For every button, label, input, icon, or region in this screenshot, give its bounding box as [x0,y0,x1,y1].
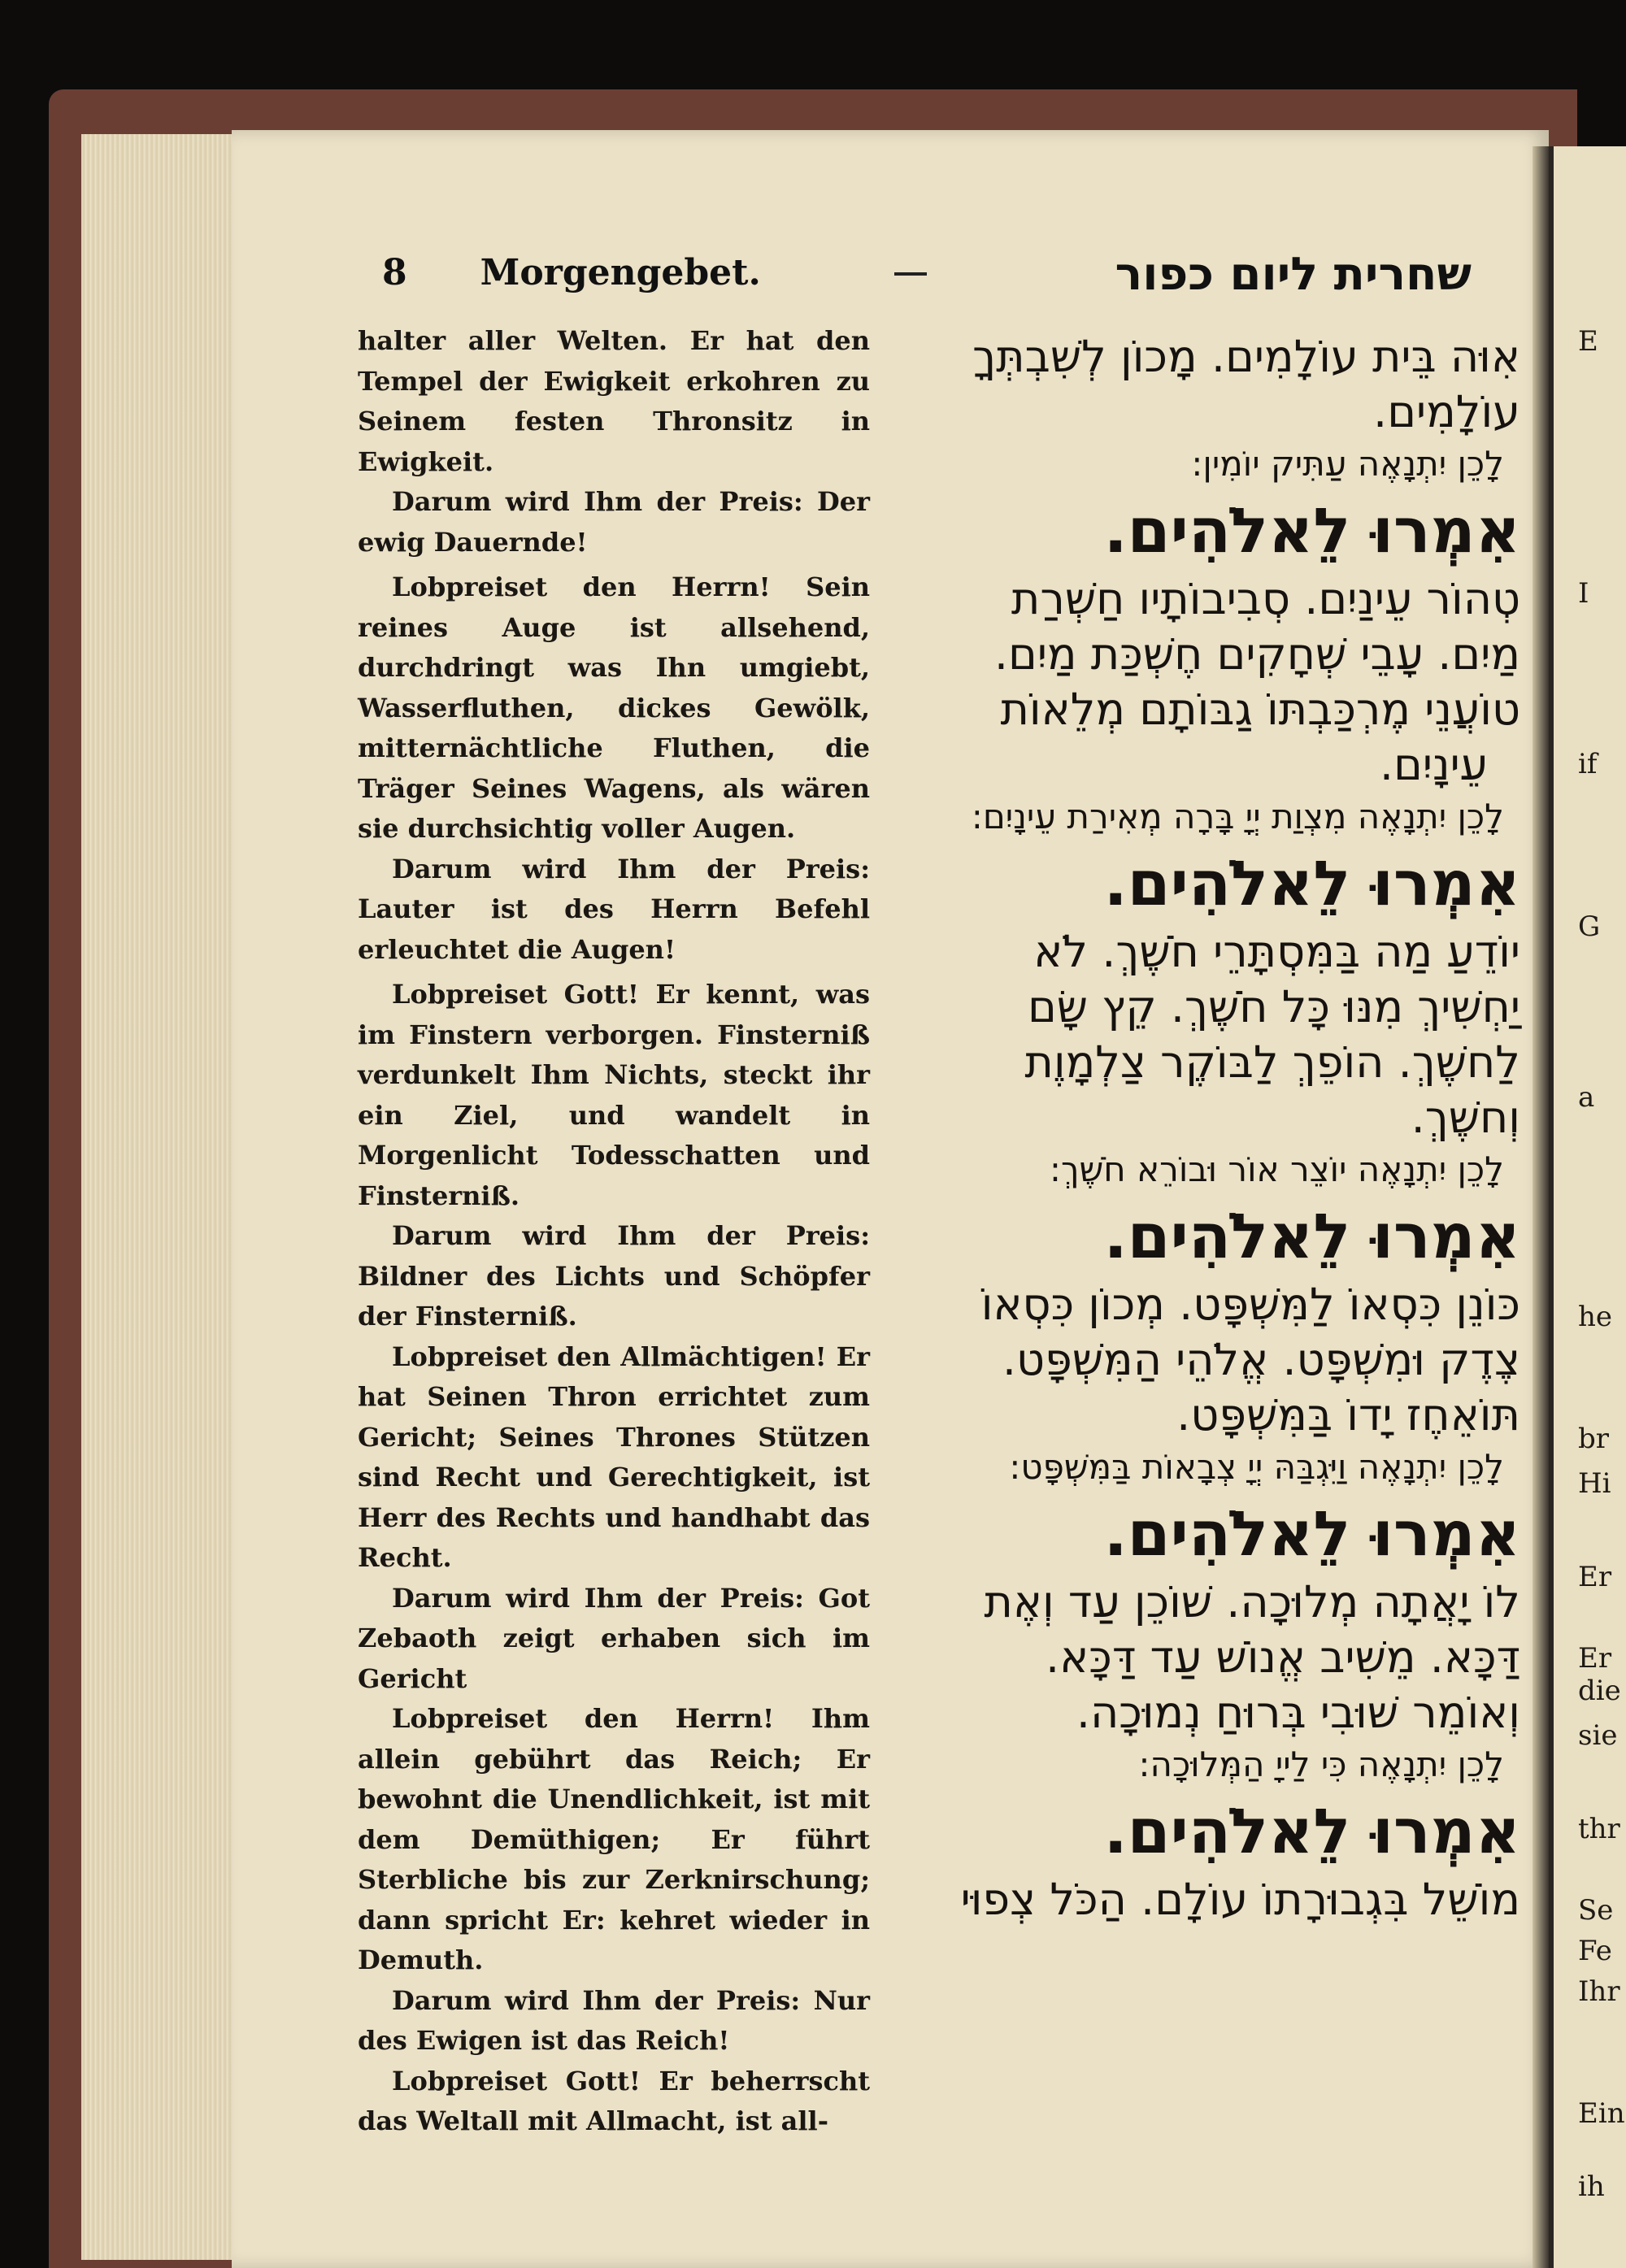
german-refrain: Darum wird Ihm der Preis: Der ewig Dauernde! [358,486,870,558]
page-number: 8 [382,251,407,293]
page-gutter [1533,146,1550,2268]
hebrew-heading: אִמְרוּ לֵאלֹהִים. [1103,494,1520,567]
hebrew-column [882,329,1520,2085]
german-column [358,321,870,2136]
margin-fragment: a [1578,1081,1595,1114]
hebrew-line: טְהוֹר עֵינַיִם. סְבִיבוֹתָיו חַשְׁרַת [1011,573,1520,624]
margin-fragment: Se [1578,1894,1614,1927]
german-refrain: Darum wird Ihm der Preis: Lauter ist des Herrn Befehl erleuchtet die Augen! [358,853,870,965]
german-refrain: Darum wird Ihm der Preis: Nur des Ewigen ist das Reich! [358,1984,870,2056]
german-refrain: Darum wird Ihm der Preis: Bildner des Lichts und Schöpfer der Finsterniß. [358,1220,870,1332]
german-title: Morgengebet. [480,251,761,293]
hebrew-refrain: לָכֵן יִתְנָאֶה מִצְוַת יְיָ בָּרָה מְאִירַת עֵינָיִם: [971,797,1504,836]
hebrew-line: כּוֹנֵן כִּסְאוֹ לַמִּשְׁפָּט. מְכוֹן כִּסְאוֹ [980,1279,1520,1330]
margin-fragment: Hi [1578,1467,1611,1500]
margin-fragment: Er [1578,1642,1612,1675]
facing-page-edge [1549,146,1626,2268]
hebrew-heading: אִמְרוּ לֵאלֹהִים. [1103,1497,1520,1570]
margin-fragment: sie [1578,1719,1618,1752]
header-dash [894,272,927,276]
margin-fragment: G [1578,910,1601,943]
hebrew-line: מוֹשֵׁל בִּגְבוּרָתוֹ עוֹלָם. הַכֹּל צְפוּי [960,1874,1520,1925]
margin-fragment: thr [1578,1813,1620,1845]
hebrew-line: יוֹדֵעַ מַה בַּמִּסְתָּרֵי חֹשֶׁךְ. לֹא [1033,926,1520,977]
margin-fragment: Ein [1578,2097,1625,2130]
hebrew-line: אִוּה בֵּית עוֹלָמִים. מָכוֹן לְשִׁבְתְּךָ [972,331,1520,382]
german-paragraph: Lobpreiset Gott! Er beherrscht das Weltall mit Allmacht, ist all- [358,2065,870,2136]
hebrew-refrain: לָכֵן יִתְנָאֶה וַיִּגְבַּהּ יְיָ צְבָאוֹת בַּמִּשְׁפָּט: [1009,1447,1504,1487]
hebrew-line: טוֹעֲנֵי מֶרְכַּבְתּוֹ גַבּוֹתָם מְלֵאוֹת [1000,684,1520,735]
hebrew-line: תּוֹאֵחֶז יָדוֹ בַּמִּשְׁפָּט. [1176,1389,1520,1440]
hebrew-line: וְאוֹמֵר שׁוּבִי בְּרוּחַ נְמוּכָה. [1076,1687,1520,1738]
hebrew-verse [882,571,1520,793]
hebrew-verse [882,924,1520,1145]
hebrew-line: עֵינָיִם. [1379,739,1488,790]
margin-fragment: if [1578,748,1598,780]
margin-fragment: Ihr [1578,1975,1620,2008]
hebrew-refrain: לָכֵן יִתְנָאֶה יוֹצֵר אוֹר וּבוֹרֵא חֹשֶׁךְ: [1049,1149,1504,1189]
german-paragraph: Lobpreiset den Herrn! Sein reines Auge ist allsehend, durchdringt was Ihn umgiebt, Wasserfluthen, dickes Gewölk, mitternächtliche Fluthen, die Träger Seines Wagens, als wären sie durchsichtig voller Augen. [358,571,870,844]
hebrew-line: יַחְשִׁיךְ מִנּוּ כָּל חֹשֶׁךְ. קֵץ שָׂם [1027,981,1520,1032]
hebrew-line: דַּכָּא. מֵשִׁיב אֱנוֹשׁ עַד דַּכָּא. [1046,1631,1520,1683]
hebrew-verse [882,329,1520,440]
hebrew-verse [882,1872,1520,1927]
page-edges [81,134,232,2260]
hebrew-heading: אִמְרוּ לֵאלֹהִים. [1103,1795,1520,1867]
margin-fragment: I [1578,577,1589,610]
hebrew-line: לַחשֶׁךְ. הוֹפֵךְ לַבּוֹקֶר צַלְמָוֶת [1024,1036,1520,1088]
running-header-german [382,244,805,301]
hebrew-line: עוֹלָמִים. [1373,386,1520,437]
hebrew-line: וְחשֶׁךְ. [1411,1092,1520,1143]
german-paragraph: Lobpreiset den Herrn! Ihm allein gebührt das Reich; Er bewohnt die Unendlichkeit, ist mit dem Demüthigen; Er führt Sterbliche bis zur Zerknirschung; dann spricht Er: kehret wieder in Demuth. [358,1703,870,1975]
margin-fragment: br [1578,1423,1610,1455]
hebrew-heading: אִמְרוּ לֵאלֹהִים. [1103,1200,1520,1272]
hebrew-verse [882,1575,1520,1740]
german-paragraph: halter aller Welten. Er hat den Tempel der Ewigkeit erkohren zu Seinem festen Thronsitz in Ewigkeit. [358,325,870,477]
margin-fragment: ih [1578,2170,1605,2203]
margin-fragment: he [1578,1301,1613,1333]
german-paragraph: Lobpreiset den Allmächtigen! Er hat Seinen Thron errichtet zum Gericht; Seines Thrones Stützen sind Recht und Gerechtigkeit, ist Herr des Rechts und handhabt das Recht. [358,1340,870,1573]
hebrew-refrain: לָכֵן יִתְנָאֶה כִּי לַייָ הַמְּלוּכָה: [1138,1744,1504,1784]
german-refrain: Darum wird Ihm der Preis: Got Zebaoth zeigt erhaben sich im Gericht [358,1582,870,1694]
margin-fragment: E [1578,325,1598,358]
hebrew-line: מַיִם. עָבֵי שְׁחָקִים חֶשְׁכַּת מַיִם. [993,628,1520,680]
hebrew-heading: אִמְרוּ לֵאלֹהִים. [1103,847,1520,919]
margin-fragment: Fe [1578,1935,1612,1967]
hebrew-line: צֶדֶק וּמִשְׁפָּט. אֱלֹהֵי הַמִּשְׁפָּט. [1002,1334,1520,1385]
hebrew-verse [882,1277,1520,1443]
german-paragraph: Lobpreiset Gott! Er kennt, was im Finstern verborgen. Finsterniß verdunkelt Ihm Nichts, steckt ihr ein Ziel, und wandelt in Morgenlicht Todesschatten und Finsterniß. [358,979,870,1211]
hebrew-line: לוֹ יָאֲתָה מְלוּכָה. שׁוֹכֵן עַד וְאֶת [984,1576,1520,1627]
hebrew-title: שחרית ליום כפור [1115,248,1472,301]
margin-fragment: die [1578,1675,1621,1707]
margin-fragment: Er [1578,1561,1612,1593]
hebrew-refrain: לָכֵן יִתְנָאֶה עַתִּיק יוֹמִין: [1191,444,1504,484]
